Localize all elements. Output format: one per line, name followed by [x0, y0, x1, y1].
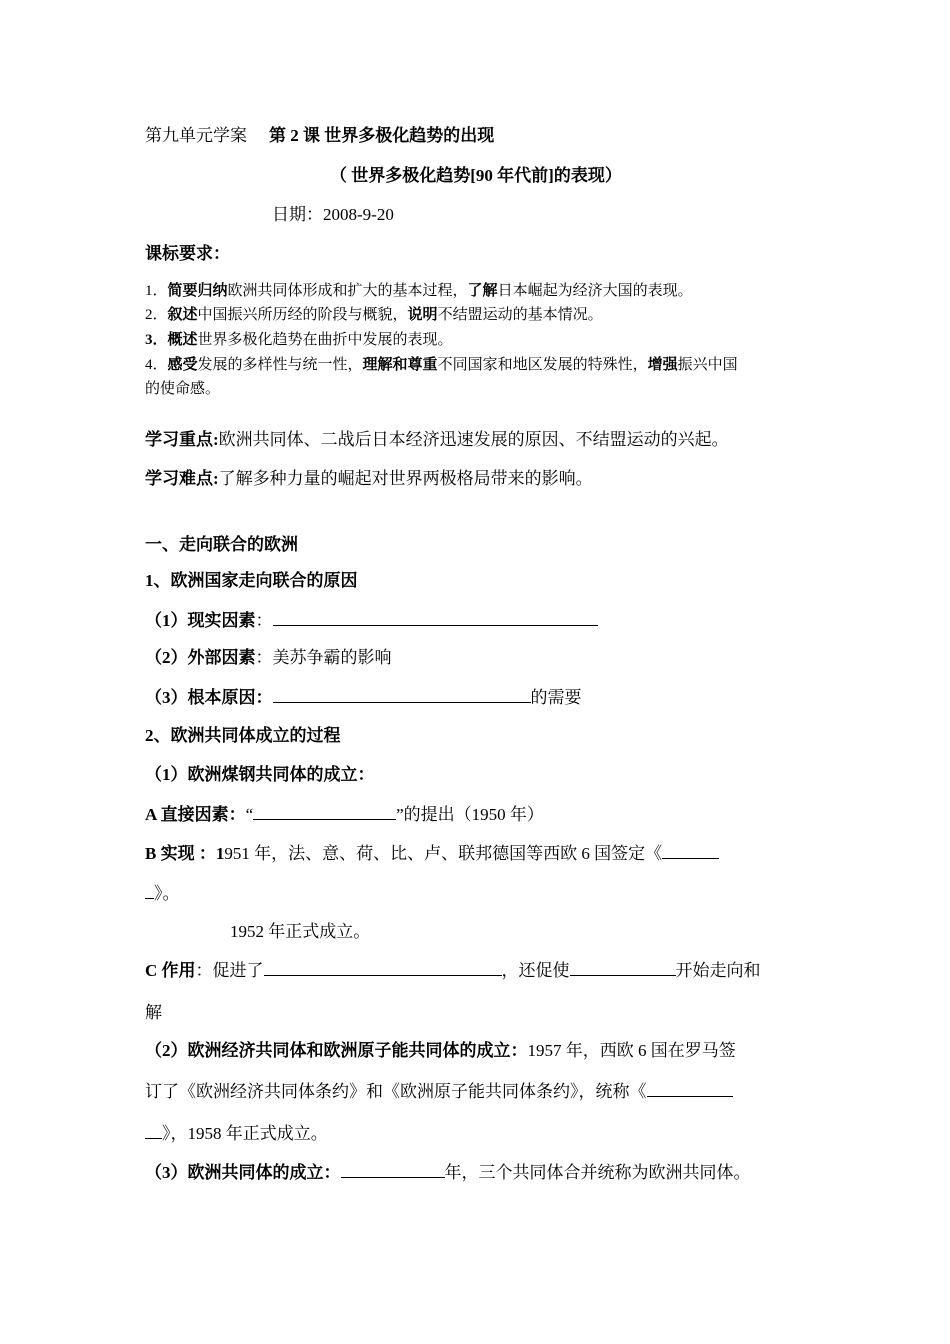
point-c: C 作用：促进了 ，还促使 开始走向和	[145, 958, 761, 983]
point-b-year: 1952 年正式成立。	[230, 922, 371, 941]
requirement-item: 3．概述世界多极化趋势在曲折中发展的表现。	[145, 332, 453, 348]
requirement-item: 4．感受发展的多样性与统一性，理解和尊重不同国家和地区发展的特殊性，增强振兴中国	[145, 357, 738, 373]
fill-item: （2）外部因素：美苏争霸的影响	[145, 648, 392, 667]
requirement-item-cont: 的使命感。	[145, 381, 221, 397]
point-b-cont: 》。	[145, 881, 180, 906]
answer-blank[interactable]	[145, 881, 154, 899]
answer-blank[interactable]	[253, 802, 396, 820]
section-title: 一、走向联合的欧洲	[145, 535, 298, 554]
answer-blank[interactable]	[647, 1079, 733, 1097]
answer-blank[interactable]	[273, 608, 598, 626]
fill-item: （1）现实因素：	[145, 608, 598, 633]
subsection-title: 1、欧洲国家走向联合的原因	[145, 571, 358, 590]
lesson-subtitle: （ 世界多极化趋势[90 年代前]的表现）	[330, 166, 622, 185]
point-b: B 实现 ：1951 年，法、意、荷、比、卢、联邦德国等西欧 6 国签定《	[145, 841, 719, 866]
requirement-item: 1．简要归纳欧洲共同体形成和扩大的基本过程，了解日本崛起为经济大国的表现。	[145, 283, 693, 299]
answer-blank[interactable]	[264, 958, 502, 976]
point-c-cont: 解	[145, 1003, 162, 1022]
subsection-title: 2、欧洲共同体成立的过程	[145, 726, 341, 745]
requirements-title: 课标要求：	[145, 244, 230, 263]
answer-blank[interactable]	[341, 1160, 445, 1178]
difficult-point: 学习难点:了解多种力量的崛起对世界两极格局带来的影响。	[145, 469, 593, 488]
key-point: 学习重点:欧洲共同体、二战后日本经济迅速发展的原因、不结盟运动的兴起。	[145, 430, 729, 449]
header-line	[145, 124, 494, 148]
answer-blank[interactable]	[273, 685, 531, 703]
date-line: 日期：2008-9-20	[272, 205, 394, 224]
paragraph-title: （1）欧洲煤钢共同体的成立：	[145, 765, 375, 784]
paragraph-2-line3: 》，1958 年正式成立。	[145, 1121, 328, 1146]
fill-item: （3）根本原因： 的需要	[145, 685, 582, 710]
answer-blank[interactable]	[662, 841, 719, 859]
paragraph-3: （3）欧洲共同体的成立： 年，三个共同体合并统称为欧洲共同体。	[145, 1160, 751, 1185]
point-a: A 直接因素：“ ”的提出（1950 年）	[145, 802, 544, 827]
answer-blank[interactable]	[145, 1121, 162, 1139]
paragraph-2: （2）欧洲经济共同体和欧洲原子能共同体的成立：1957 年，西欧 6 国在罗马签	[145, 1041, 736, 1060]
lesson-title: 第 2 课 世界多极化趋势的出现	[269, 126, 495, 145]
paragraph-2-line2: 订了《欧洲经济共同体条约》和《欧洲原子能共同体条约》，统称《	[145, 1079, 733, 1104]
requirement-item: 2．叙述中国振兴所历经的阶段与概貌，说明不结盟运动的基本情况。	[145, 307, 603, 323]
answer-blank[interactable]	[570, 958, 676, 976]
unit-label: 第九单元学案	[145, 126, 247, 145]
